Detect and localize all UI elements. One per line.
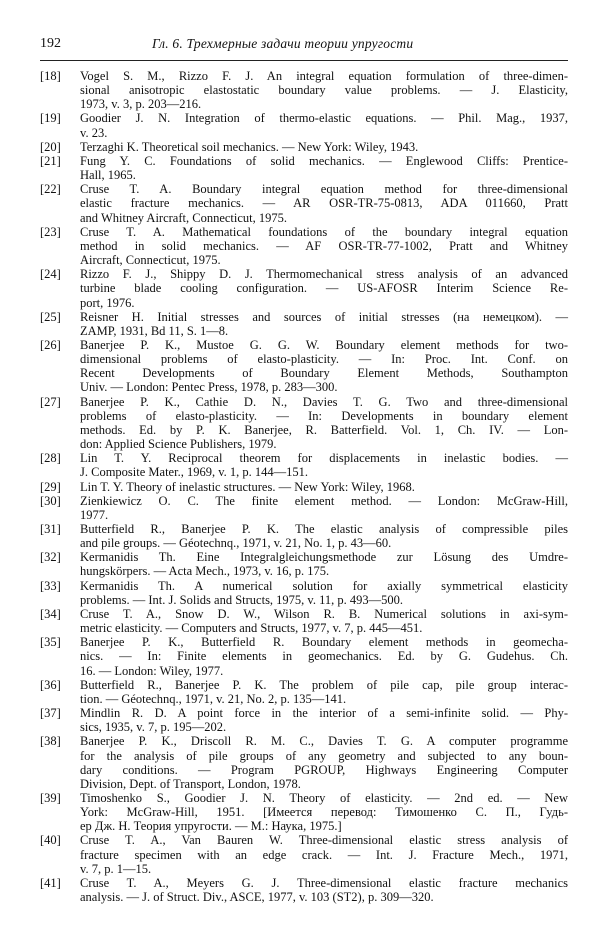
reference-number: [36] (40, 677, 61, 692)
reference-item (40, 480, 568, 494)
reference-line: and Whitney Aircraft, Connecticut, 1975. (80, 210, 288, 225)
reference-number: [39] (40, 790, 61, 805)
reference-item (40, 69, 568, 111)
reference-line: problems. — Int. J. Solids and Structs, 1975, v. 11, p. 493—500. (80, 592, 404, 607)
reference-line: Aircraft, Connecticut, 1975. (80, 253, 221, 268)
reference-number: [19] (40, 111, 61, 126)
reference-number: [40] (40, 833, 61, 848)
reference-item (40, 225, 568, 267)
reference-line: Cruse T. A., Van Bauren W. Three-dimensional elastic stress analysis of (80, 833, 568, 848)
reference-line: Zienkiewicz O. C. The finite element method. — London: McGraw-Hill, (80, 493, 568, 508)
reference-item (40, 338, 568, 395)
reference-line: Goodier J. N. Integration of thermo-elastic equations. — Phil. Mag., 1937, (80, 111, 568, 126)
reference-number: [18] (40, 69, 61, 83)
reference-line: Univ. — London: Pentec Press, 1978, p. 283—300. (80, 380, 338, 395)
reference-number: [27] (40, 394, 61, 409)
reference-line: dary conditions. — Program PGROUP, Highways Engineering Computer (80, 762, 568, 777)
reference-line: Cruse T. A. Boundary integral equation method for three-dimensional (80, 182, 568, 197)
reference-line: Banerjee P. K., Butterfield R. Boundary element methods in geomecha- (80, 635, 568, 650)
reference-line: tion. — Géotechnq., 1971, v. 21, No. 2, p. 135—141. (80, 691, 347, 706)
reference-item (40, 734, 568, 791)
reference-line: don: Applied Science Publishers, 1979. (80, 437, 277, 452)
reference-item (40, 451, 568, 479)
reference-number: [31] (40, 522, 61, 536)
reference-number: [38] (40, 734, 61, 749)
reference-item (40, 111, 568, 139)
reference-line: Lin T. Y. Theory of inelastic structures. — New York: Wiley, 1968. (80, 479, 415, 494)
reference-line: methods. Ed. by P. K. Banerjee, R. Batterfield. Vol. 1, Ch. IV. — Lon- (80, 422, 568, 437)
reference-item (40, 833, 568, 875)
reference-line: nics. — In: Finite elements in geomechanics. Ed. by G. Gudehus. Ch. (80, 649, 568, 664)
reference-item (40, 140, 568, 154)
reference-number: [26] (40, 337, 61, 352)
reference-number: [22] (40, 182, 61, 197)
page-number: 192 (40, 36, 61, 51)
reference-line: Banerjee P. K., Driscoll R. M. C., Davies T. G. A computer programme (80, 734, 568, 749)
reference-item (40, 310, 568, 338)
reference-line: 1977. (80, 507, 109, 522)
reference-line: v. 7, p. 1—15. (80, 861, 152, 876)
reference-line: Timoshenko S., Goodier J. N. Theory of elasticity. — 2nd ed. — New (80, 790, 568, 805)
reference-line: Recent Developments of Boundary Element Methods, Southampton (80, 366, 568, 381)
reference-line: Banerjee P. K., Cathie D. N., Davies T. G. Two and three-dimensional (80, 394, 568, 409)
header-rule (40, 60, 568, 61)
reference-line: Lin T. Y. Reciprocal theorem for displacements in inelastic bodies. — (80, 451, 568, 466)
reference-item (40, 607, 568, 635)
reference-line: ер Дж. Н. Теория упругости. — М.: Наука, 1975.] (80, 819, 342, 834)
reference-list (40, 69, 568, 904)
reference-line: Banerjee P. K., Mustoe G. G. W. Boundary element methods for two- (80, 337, 568, 352)
reference-number: [23] (40, 224, 61, 239)
reference-line: J. Composite Mater., 1969, v. 1, p. 144—151. (80, 465, 309, 480)
reference-item (40, 550, 568, 578)
reference-item (40, 876, 568, 904)
reference-line: Mindlin R. D. A point force in the interior of a semi-infinite solid. — Phy- (80, 706, 568, 721)
reference-line: metric elasticity. — Computers and Structs, 1977, v. 7, p. 445—451. (80, 621, 423, 636)
reference-item (40, 395, 568, 452)
reference-line: hungskörpers. — Acta Mech., 1973, v. 16, p. 175. (80, 564, 330, 579)
reference-line: analysis. — J. of Struct. Div., ASCE, 1977, v. 103 (ST2), p. 309—320. (80, 890, 434, 905)
reference-number: [25] (40, 309, 61, 324)
page (40, 36, 568, 905)
reference-line: Cruse T. A. Mathematical foundations of the boundary integral equation (80, 224, 568, 239)
reference-line: Cruse T. A., Meyers G. J. Three-dimensional elastic fracture mechanics (80, 875, 568, 890)
reference-line: method in solid mechanics. — AF OSR-TR-77-1002, Pratt and Whitney (80, 238, 568, 253)
reference-line: v. 23. (80, 125, 108, 140)
reference-line: and pile groups. — Géotechnq., 1971, v. 21, No. 1, p. 43—60. (80, 536, 392, 551)
reference-line: problems of elasto-plasticity. — In: Developments in boundary element (80, 408, 568, 423)
reference-number: [21] (40, 153, 61, 168)
reference-line: Rizzo F. J., Shippy D. J. Thermomechanical stress analysis of an advanced (80, 267, 568, 282)
reference-item (40, 635, 568, 677)
reference-number: [34] (40, 606, 61, 621)
reference-number: [32] (40, 550, 61, 565)
reference-item (40, 579, 568, 607)
reference-line: Cruse T. A., Snow D. W., Wilson R. B. Numerical solutions in axi-sym- (80, 606, 568, 621)
reference-line: Reisner H. Initial stresses and sources of initial stresses (на немецком). — (80, 309, 568, 324)
reference-number: [20] (40, 139, 61, 154)
reference-item (40, 494, 568, 522)
reference-line: York: McGraw-Hill, 1951. [Имеется перевод: Тимошенко С. П., Гудь- (80, 805, 568, 820)
reference-line: Division, Dept. of Transport, London, 1978. (80, 776, 301, 791)
reference-line: 1973, v. 3, p. 203—216. (80, 97, 202, 112)
reference-item (40, 154, 568, 182)
reference-line: turbine blade cooling configuration. — US-AFOSR Interim Science Re- (80, 281, 568, 296)
reference-line: ZAMP, 1931, Bd 11, S. 1—8. (80, 323, 229, 338)
reference-line: Butterfield R., Banerjee P. K. The problem of pile cap, pile group interac- (80, 677, 568, 692)
reference-item (40, 522, 568, 550)
reference-number: [28] (40, 451, 61, 466)
reference-line: Vogel S. M., Rizzo F. J. An integral equation formulation of three-dimen- (80, 69, 568, 83)
reference-number: [35] (40, 635, 61, 650)
reference-number: [33] (40, 578, 61, 593)
reference-line: fracture specimen with an edge crack. — Int. J. Fracture Mech., 1971, (80, 847, 568, 862)
reference-line: sics, 1935, v. 7, p. 195—202. (80, 720, 227, 735)
reference-line: Kermanidis Th. A numerical solution for axially symmetrical elasticity (80, 578, 568, 593)
reference-line: Fung Y. C. Foundations of solid mechanics. — Englewood Cliffs: Prentice- (80, 153, 568, 168)
reference-number: [41] (40, 875, 61, 890)
running-header (40, 36, 568, 56)
reference-line: dimensional problems of elasto-plasticity. — In: Proc. Int. Conf. on (80, 352, 568, 367)
running-title: Гл. 6. Трехмерные задачи теории упругости (152, 36, 414, 51)
reference-line: sional anisotropic elastostatic boundary value problems. — J. Elasticity, (80, 83, 568, 98)
reference-number: [29] (40, 479, 61, 494)
reference-number: [30] (40, 493, 61, 508)
reference-line: 16. — London: Wiley, 1977. (80, 663, 224, 678)
reference-line: Hall, 1965. (80, 168, 136, 183)
reference-item (40, 678, 568, 706)
reference-item (40, 267, 568, 309)
reference-line: Kermanidis Th. Eine Integralgleichungsmethode zur Lösung des Umdre- (80, 550, 568, 565)
reference-line: Butterfield R., Banerjee P. K. The elastic analysis of compressible piles (80, 522, 568, 536)
reference-line: port, 1976. (80, 295, 135, 310)
reference-line: elastic fracture mechanics. — AR OSR-TR-75-0813, ADA 011660, Pratt (80, 196, 568, 211)
reference-item (40, 706, 568, 734)
reference-line: for the analysis of pile groups of any geometry and subjected to any boun- (80, 748, 568, 763)
reference-number: [24] (40, 267, 61, 282)
reference-line: Terzaghi K. Theoretical soil mechanics. — New York: Wiley, 1943. (80, 139, 419, 154)
reference-number: [37] (40, 706, 61, 721)
reference-item (40, 791, 568, 833)
reference-item (40, 182, 568, 224)
